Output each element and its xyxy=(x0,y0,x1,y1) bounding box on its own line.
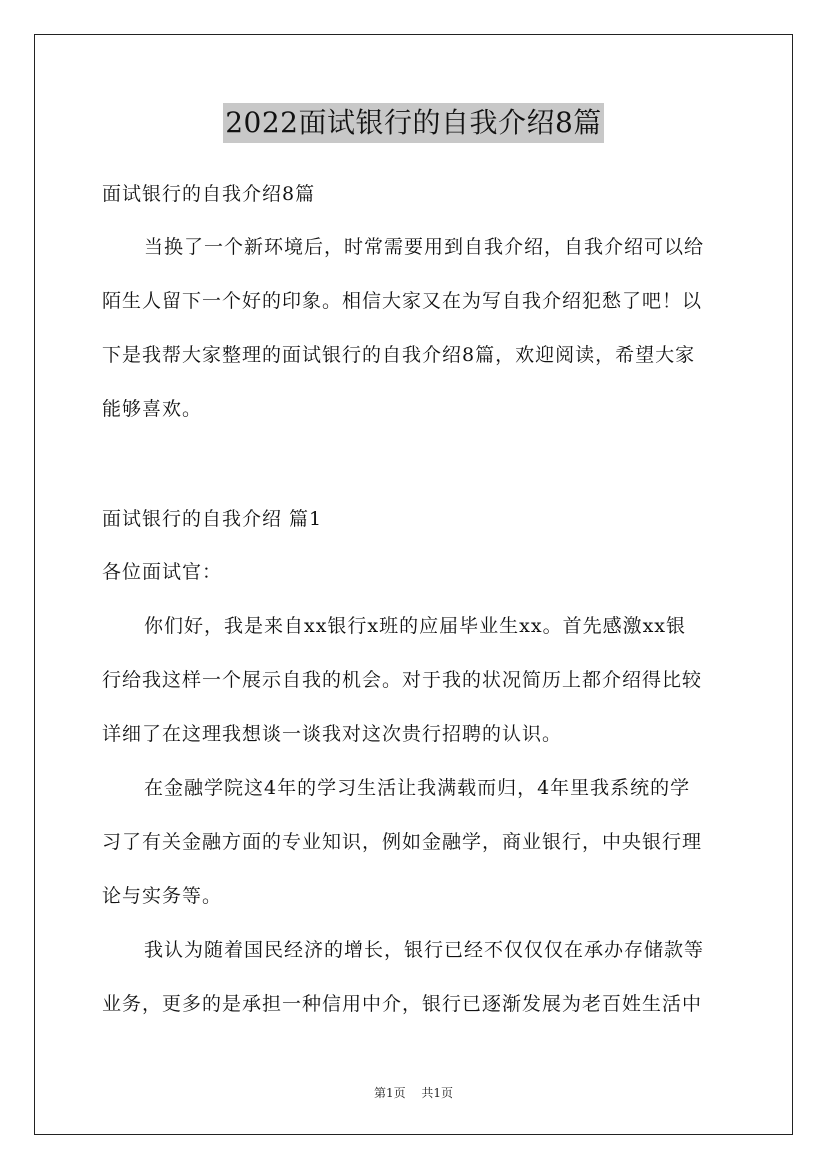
paragraph-line: 在金融学院这4年的学习生活让我满载而归，4年里我系统的学 xyxy=(144,777,691,799)
subtitle-line: 面试银行的自我介绍8篇 xyxy=(102,183,316,205)
paragraph-line: 下是我帮大家整理的面试银行的自我介绍8篇，欢迎阅读，希望大家 xyxy=(102,344,696,366)
paragraph-line: 行给我这样一个展示自我的机会。对于我的状况简历上都介绍得比较 xyxy=(102,669,703,691)
paragraph-line: 陌生人留下一个好的印象。相信大家又在为写自我介绍犯愁了吧！以 xyxy=(102,290,703,312)
title-container xyxy=(0,103,827,143)
paragraph-line: 业务，更多的是承担一种信用中介，银行已逐渐发展为老百姓生活中 xyxy=(102,993,703,1015)
page-number: 第1页 xyxy=(373,1086,406,1100)
section-heading: 面试银行的自我介绍 篇1 xyxy=(102,508,323,530)
paragraph-line: 当换了一个新环境后，时常需要用到自我介绍，自我介绍可以给 xyxy=(144,236,705,258)
paragraph-line: 论与实务等。 xyxy=(102,885,223,907)
page-total: 共1页 xyxy=(421,1086,454,1100)
paragraph-line: 你们好，我是来自xx银行x班的应届毕业生xx。首先感激xx银 xyxy=(144,615,687,637)
paragraph-line: 能够喜欢。 xyxy=(102,398,203,420)
paragraph-line: 我认为随着国民经济的增长，银行已经不仅仅仅在承办存储款等 xyxy=(144,939,705,961)
document-title: 2022面试银行的自我介绍8篇 xyxy=(223,103,604,143)
page-footer xyxy=(0,1084,827,1101)
paragraph-line: 详细了在这理我想谈一谈我对这次贵行招聘的认识。 xyxy=(102,723,563,745)
salutation-line: 各位面试官： xyxy=(102,561,223,583)
paragraph-line: 习了有关金融方面的专业知识，例如金融学，商业银行，中央银行理 xyxy=(102,831,703,853)
